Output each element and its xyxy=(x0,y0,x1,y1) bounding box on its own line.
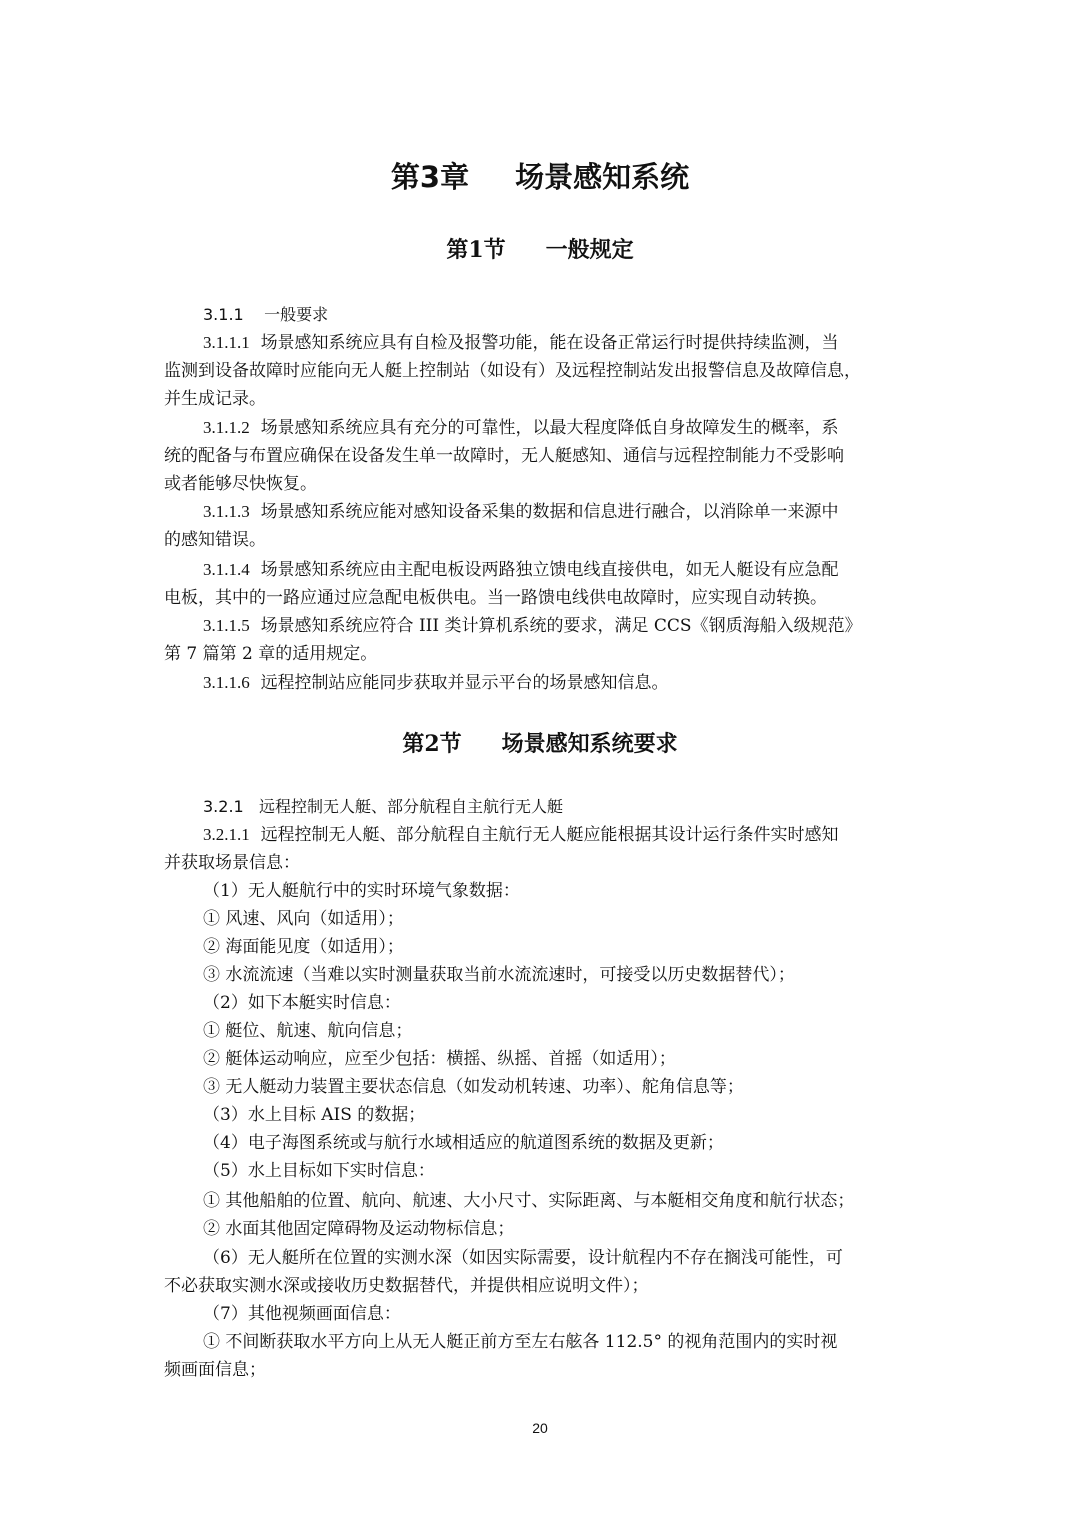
section-1-title: 一般规定 xyxy=(545,237,634,263)
list-item: ② 水面其他固定障碍物及运动物标信息； xyxy=(203,1219,515,1239)
list-item: （4）电子海图系统或与航行水域相适应的航道图系统的数据及更新； xyxy=(203,1133,724,1153)
clause-3-1-1-2-line1: 3.1.1.2 场景感知系统应具有充分的可靠性，以最大程度降低自身故障发生的概率，系 xyxy=(203,418,839,438)
list-item: 频画面信息； xyxy=(164,1360,266,1380)
list-item: ① 不间断获取水平方向上从无人艇正前方至左右舷各 112.5° 的视角范围内的实时视 xyxy=(203,1332,838,1352)
clause-3-1-1-4-line1: 3.1.1.4 场景感知系统应由主配电板设两路独立馈电线直接供电，如无人艇设有应急配 xyxy=(203,560,839,580)
section-1-label: 第1节 xyxy=(446,237,506,263)
list-item: ① 风速、风向（如适用）； xyxy=(203,909,404,929)
list-item: （6）无人艇所在位置的实测水深（如因实际需要，设计航程内不存在搁浅可能性，可 xyxy=(203,1248,843,1268)
list-item: （3）水上目标 AIS 的数据； xyxy=(203,1105,426,1125)
clause-3-2-1-1-line1: 3.2.1.1 远程控制无人艇、部分航程自主航行无人艇应能根据其设计运行条件实时感知 xyxy=(203,825,839,845)
list-item: ③ 无人艇动力装置主要状态信息（如发动机转速、功率）、舵角信息等； xyxy=(203,1077,744,1097)
subsection-title: 一般要求 xyxy=(264,305,329,324)
chapter-title: 场景感知系统 xyxy=(515,160,690,194)
list-item: （1）无人艇航行中的实时环境气象数据： xyxy=(203,881,520,901)
list-item: ② 艇体运动响应，应至少包括：横摇、纵摇、首摇（如适用）； xyxy=(203,1049,676,1069)
clause-3-1-1-2-line3: 或者能够尽快恢复。 xyxy=(164,474,317,494)
subsection-3-2-1 xyxy=(203,797,563,817)
clause-3-2-1-1-line2: 并获取场景信息： xyxy=(164,853,300,873)
clause-3-1-1-1-line3: 并生成记录。 xyxy=(164,389,266,409)
clause-3-1-1-5-line2: 第 7 篇第 2 章的适用规定。 xyxy=(164,644,378,664)
section-2-heading xyxy=(0,727,1080,758)
list-item: ② 海面能见度（如适用）； xyxy=(203,937,404,957)
page-number: 20 xyxy=(532,1420,548,1436)
list-item: ① 其他船舶的位置、航向、航速、大小尺寸、实际距离、与本艇相交角度和航行状态； xyxy=(203,1191,855,1211)
list-item: ① 艇位、航速、航向信息； xyxy=(203,1021,413,1041)
clause-3-1-1-2-line2: 统的配备与布置应确保在设备发生单一故障时，无人艇感知、通信与远程控制能力不受影响 xyxy=(164,446,844,466)
subsection-number: 3.1.1 xyxy=(203,305,244,324)
clause-3-1-1-4-line2: 电板，其中的一路应通过应急配电板供电。当一路馈电线供电故障时，应实现自动转换。 xyxy=(164,588,827,608)
clause-3-1-1-1-line2: 监测到设备故障时应能向无人艇上控制站（如设有）及远程控制站发出报警信息及故障信息， xyxy=(164,361,861,381)
list-item: （2）如下本艇实时信息： xyxy=(203,993,401,1013)
clause-3-1-1-1-line1: 3.1.1.1 场景感知系统应具有自检及报警功能，能在设备正常运行时提供持续监测，当 xyxy=(203,333,839,353)
section-1-heading xyxy=(0,233,1080,264)
subsection-3-1-1 xyxy=(203,305,328,325)
clause-3-1-1-3-line2: 的感知错误。 xyxy=(164,530,266,550)
subsection-title: 远程控制无人艇、部分航程自主航行无人艇 xyxy=(258,797,563,816)
subsection-number: 3.2.1 xyxy=(203,797,244,816)
list-item: （5）水上目标如下实时信息： xyxy=(203,1161,435,1181)
clause-3-1-1-3-line1: 3.1.1.3 场景感知系统应能对感知设备采集的数据和信息进行融合，以消除单一来源中 xyxy=(203,502,839,522)
list-item: ③ 水流流速（当难以实时测量获取当前水流流速时，可接受以历史数据替代）； xyxy=(203,965,795,985)
list-item: （7）其他视频画面信息： xyxy=(203,1304,401,1324)
chapter-label: 第3章 xyxy=(390,160,470,194)
clause-3-1-1-5-line1: 3.1.1.5 场景感知系统应符合 III 类计算机系统的要求，满足 CCS《钢质海船入级规范》 xyxy=(203,616,862,636)
clause-3-1-1-6-line1: 3.1.1.6 远程控制站应能同步获取并显示平台的场景感知信息。 xyxy=(203,673,669,693)
list-item: 不必获取实测水深或接收历史数据替代，并提供相应说明文件）； xyxy=(164,1276,649,1296)
chapter-heading xyxy=(0,155,1080,196)
section-2-label: 第2节 xyxy=(402,731,462,757)
section-2-title: 场景感知系统要求 xyxy=(501,731,678,757)
